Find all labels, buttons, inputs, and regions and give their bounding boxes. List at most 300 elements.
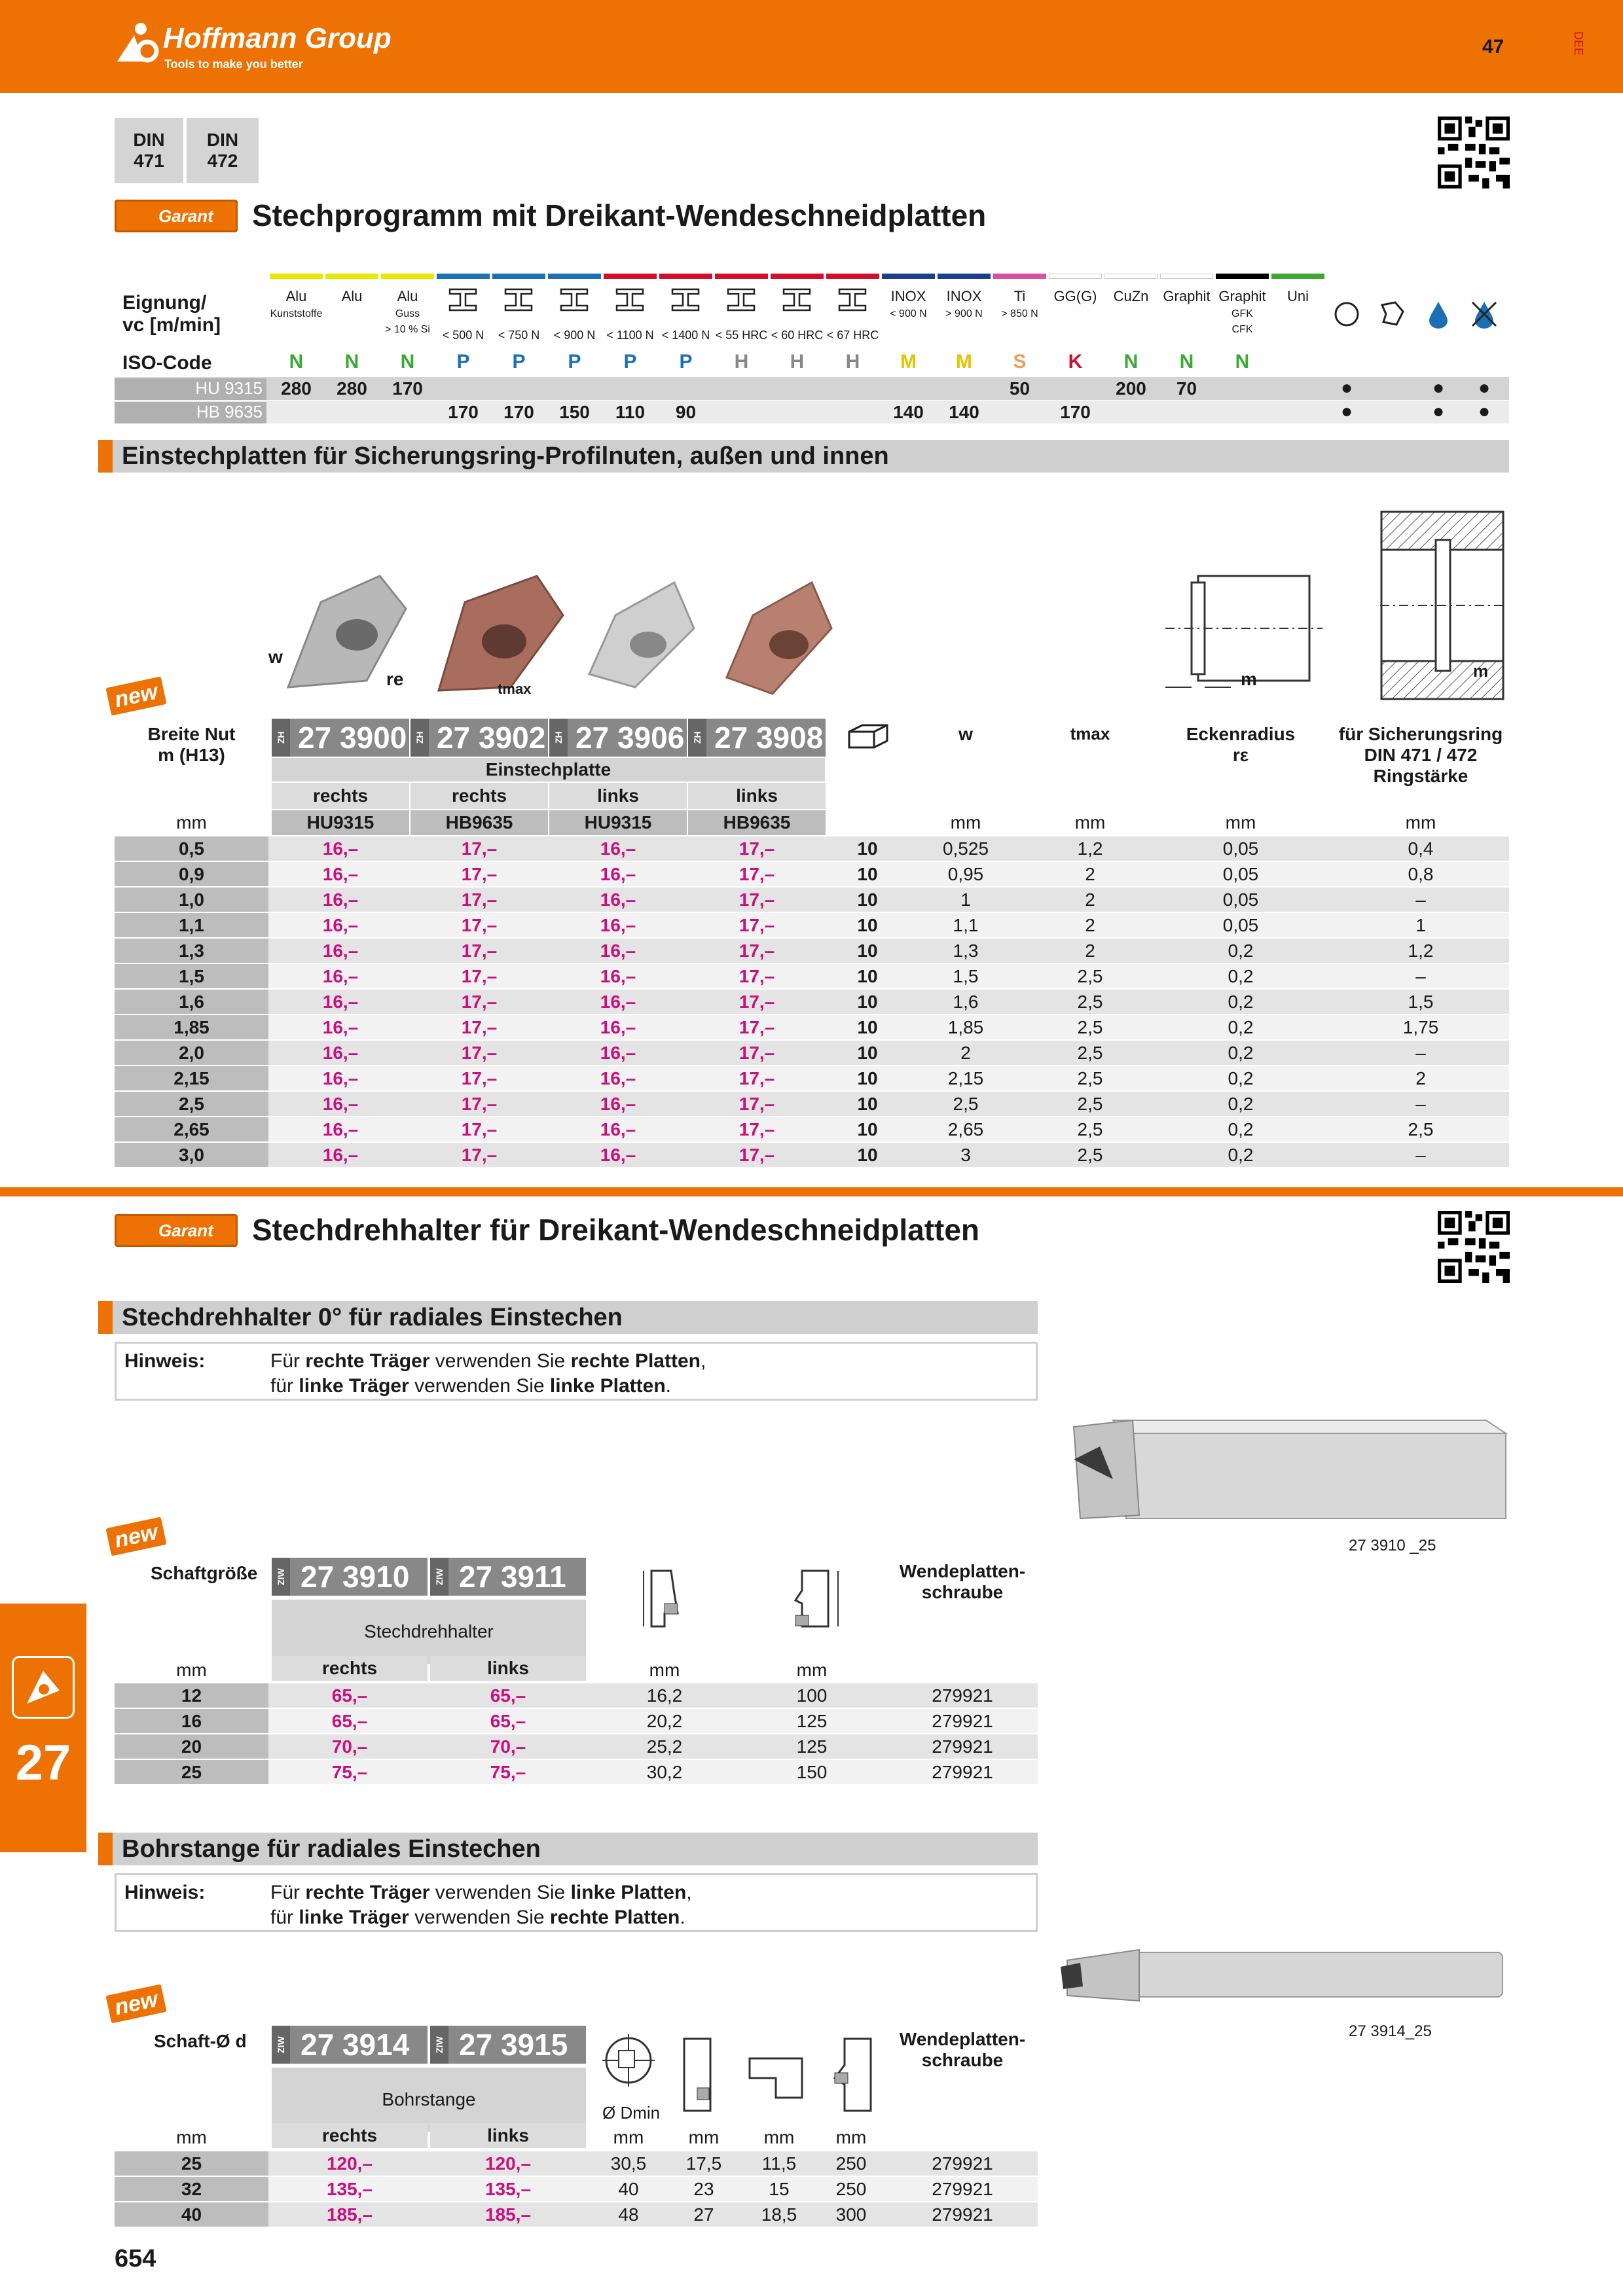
suitable-dot: ●	[1432, 377, 1445, 399]
price-cell[interactable]: 120,–	[484, 2153, 532, 2174]
unit-label: mm	[688, 2127, 720, 2147]
vc-value: 150	[559, 402, 590, 422]
price-cell[interactable]: 17,–	[461, 1145, 498, 1165]
unit-label: mm	[613, 2127, 644, 2147]
value-cell: –	[1415, 966, 1426, 986]
page-number-bottom: 654	[115, 2245, 156, 2272]
article-number-header[interactable]	[272, 719, 409, 757]
material-title: INOX	[890, 288, 926, 304]
grade-label: HU9315	[549, 810, 687, 835]
section2-title: Einstechplatten für Sicherungsring-Profilnuten, außen und innen	[98, 440, 1509, 473]
price-cell[interactable]: 16,–	[600, 1017, 636, 1037]
unit-label: mm	[176, 1660, 207, 1680]
value-cell: 1,75	[1402, 1017, 1439, 1037]
article-number-header[interactable]	[272, 2026, 428, 2064]
price-cell[interactable]: 17,–	[739, 889, 775, 910]
garant-logo-2: Garant	[115, 1214, 238, 1247]
value-cell: –	[1415, 1094, 1426, 1114]
chapter-number: 27	[15, 1735, 71, 1791]
price-cell[interactable]: 65,–	[331, 1685, 368, 1706]
value-cell: 1,5	[1408, 992, 1434, 1012]
value-cell: 10	[857, 1043, 878, 1063]
vc-value: 140	[949, 402, 979, 422]
value-cell: 3	[960, 1145, 971, 1165]
material-color-bar	[381, 274, 434, 279]
material-subtitle: > 900 N	[945, 308, 983, 319]
value-cell: 2,5	[1077, 1068, 1103, 1088]
material-title: Graphit	[1218, 288, 1266, 304]
groove-width-cell: 2,0	[179, 1043, 204, 1063]
value-cell: 48	[618, 2204, 639, 2225]
suitability-table	[115, 274, 1509, 424]
price-cell[interactable]: 16,–	[322, 1068, 359, 1088]
package-icon	[847, 723, 890, 749]
article-number: 27 3900	[298, 721, 407, 755]
price-cell[interactable]: 17,–	[461, 941, 498, 961]
sub2-hint-box	[115, 1873, 1038, 1932]
article-number-header[interactable]	[430, 2026, 586, 2064]
value-cell: 0,2	[1228, 1043, 1254, 1063]
grade-label-1: HU 9315	[115, 378, 266, 400]
sub1-hint-label: Hinweis:	[124, 1350, 206, 1372]
value-cell: 20,2	[646, 1711, 683, 1731]
article-number-header[interactable]	[688, 719, 826, 757]
holder-table	[115, 1558, 1038, 1780]
page-number-top: 47	[1482, 36, 1504, 58]
price-cell[interactable]: 16,–	[600, 1119, 636, 1139]
price-cell[interactable]: 17,–	[461, 864, 498, 884]
vc-value: 70	[1176, 378, 1197, 399]
value-cell: 11,5	[761, 2153, 797, 2174]
new-badge-3: new	[105, 1984, 166, 2024]
shank-size-cell: 40	[181, 2204, 202, 2225]
value-cell: 100	[796, 1685, 828, 1706]
insert-table	[115, 719, 1509, 1170]
value-cell: 2,5	[1077, 992, 1103, 1012]
chapter-tab	[0, 1604, 86, 1852]
iso-code-K: K	[1068, 351, 1083, 372]
vc-value: 90	[675, 402, 697, 422]
material-color-bar	[1216, 274, 1269, 279]
garant-logo: Garant	[115, 200, 238, 232]
price-cell[interactable]: 17,–	[461, 1094, 498, 1114]
vc-value: 170	[503, 402, 534, 422]
col-w-header: w	[958, 724, 973, 744]
value-cell: 2	[960, 1043, 971, 1063]
price-cell[interactable]: 16,–	[322, 941, 359, 961]
section-separator	[0, 1187, 1623, 1196]
boring-bar-caption: 27 3914_25	[1349, 2022, 1432, 2040]
price-cell[interactable]: 75,–	[490, 1762, 526, 1782]
grooving-tool-icon	[14, 1658, 73, 1717]
col-breite-nut-header: Breite Nut m (H13)	[147, 724, 236, 765]
price-cell[interactable]: 17,–	[739, 1068, 775, 1088]
material-color-bar	[993, 274, 1046, 279]
article-number-header[interactable]	[549, 719, 687, 757]
value-cell: 10	[857, 838, 878, 859]
iso-code-S: S	[1013, 351, 1027, 372]
col-eckenradius-header: Eckenradius rε	[1186, 724, 1296, 765]
groove-width-cell: 1,5	[179, 966, 204, 986]
price-cell[interactable]: 120,–	[326, 2153, 373, 2174]
material-subtitle: Kunststoffe	[270, 308, 323, 319]
group-bohrstange: Bohrstange	[272, 2068, 586, 2132]
price-cell[interactable]: 16,–	[600, 992, 636, 1012]
value-cell: 279921	[932, 1762, 993, 1782]
iso-code-H: H	[790, 351, 805, 372]
article-number: 27 3910	[301, 1560, 410, 1594]
material-color-bar	[1271, 274, 1324, 279]
boring-dim-sketch-1	[671, 2032, 730, 2117]
unit-label: mm	[176, 812, 207, 833]
price-cell[interactable]: 17,–	[739, 915, 775, 935]
vc-value: 110	[615, 402, 646, 422]
value-cell: 40	[618, 2179, 639, 2199]
sub1-hint-line2: für linke Träger verwenden Sie linke Platten.	[270, 1375, 671, 1397]
material-title: GG(G)	[1053, 288, 1097, 304]
material-color-bar	[492, 274, 545, 279]
price-cell[interactable]: 16,–	[600, 1094, 636, 1114]
unit-label: mm	[763, 2127, 795, 2147]
value-cell: 2	[1415, 1068, 1426, 1088]
article-number: 27 3902	[437, 721, 546, 755]
shank-size-cell: 32	[181, 2179, 202, 2199]
side-label: rechts	[272, 2123, 428, 2148]
value-cell: 2,5	[1077, 1043, 1103, 1063]
groove-width-cell: 0,5	[179, 838, 204, 859]
article-prefix: ZIW	[430, 1558, 448, 1596]
value-cell: 1,2	[1077, 838, 1103, 859]
price-cell[interactable]: 17,–	[461, 966, 498, 986]
material-color-bar	[604, 274, 657, 279]
coolant-icon	[1424, 300, 1453, 329]
iso-code-N: N	[400, 351, 415, 372]
price-cell[interactable]: 17,–	[739, 864, 775, 884]
price-cell[interactable]: 17,–	[739, 1094, 775, 1114]
price-cell[interactable]: 17,–	[461, 1043, 498, 1063]
sub1-title: Stechdrehhalter 0° für radiales Einstechen	[98, 1301, 1038, 1334]
unit-label: mm	[649, 1660, 680, 1680]
price-cell[interactable]: 16,–	[600, 915, 636, 935]
value-cell: 1,3	[953, 941, 979, 961]
shank-size-cell: 20	[181, 1736, 202, 1757]
material-title: INOX	[946, 288, 982, 304]
material-color-bar	[826, 274, 879, 279]
price-cell[interactable]: 135,–	[326, 2179, 373, 2199]
iso-code-N: N	[1235, 351, 1250, 372]
material-title: Uni	[1286, 288, 1309, 304]
vc-value: 200	[1116, 378, 1146, 399]
value-cell: 0,2	[1228, 1094, 1254, 1114]
price-cell[interactable]: 16,–	[322, 1043, 359, 1063]
side-label: rechts	[410, 783, 548, 809]
boring-dim-sketch-3	[818, 2032, 884, 2117]
groove-width-cell: 1,0	[179, 889, 204, 910]
value-cell: 0,05	[1222, 889, 1259, 910]
iso-code-P: P	[456, 351, 470, 372]
price-cell[interactable]: 17,–	[461, 889, 498, 910]
article-prefix: ZIW	[272, 2026, 290, 2064]
value-cell: 0,05	[1222, 915, 1259, 935]
material-color-bar	[715, 274, 768, 279]
price-cell[interactable]: 65,–	[331, 1711, 368, 1731]
price-cell[interactable]: 16,–	[322, 1017, 359, 1037]
price-cell[interactable]: 16,–	[322, 966, 359, 986]
material-subtitle: < 55 HRC	[715, 329, 768, 342]
price-cell[interactable]: 16,–	[600, 966, 636, 986]
value-cell: 1,85	[947, 1017, 984, 1037]
material-title: Ti	[1013, 288, 1026, 304]
unit-label: mm	[835, 2127, 867, 2147]
col-schaftgroesse: Schaftgröße	[151, 1563, 258, 1583]
price-cell[interactable]: 16,–	[600, 864, 636, 884]
material-color-bar	[1104, 274, 1158, 279]
value-cell: 10	[857, 889, 878, 910]
value-cell: 250	[835, 2153, 867, 2174]
price-cell[interactable]: 17,–	[461, 838, 498, 859]
profile-cut-icon	[1377, 300, 1406, 329]
material-color-bar	[270, 274, 323, 279]
material-color-bar	[437, 274, 490, 279]
sub2-hint-line1: Für rechte Träger verwenden Sie linke Platten,	[270, 1882, 692, 1903]
article-number-header[interactable]	[410, 719, 548, 757]
price-cell[interactable]: 16,–	[322, 864, 359, 884]
din-471: DIN 471	[115, 118, 183, 183]
material-subtitle: < 900 N	[553, 329, 596, 342]
price-cell[interactable]: 65,–	[490, 1711, 526, 1731]
price-cell[interactable]: 16,–	[600, 941, 636, 961]
price-cell[interactable]: 16,–	[322, 1094, 359, 1114]
price-cell[interactable]: 17,–	[739, 1017, 775, 1037]
material-color-bar	[882, 274, 935, 279]
value-cell: 300	[835, 2204, 867, 2225]
brand-name: Hoffmann Group	[163, 22, 392, 54]
value-cell: 2	[1085, 889, 1095, 910]
value-cell: 0,2	[1228, 1068, 1254, 1088]
article-number: 27 3914	[301, 2028, 410, 2062]
value-cell: 23	[693, 2179, 714, 2199]
steel-beam-icon	[504, 288, 533, 312]
material-subtitle: < 750 N	[498, 329, 540, 342]
value-cell: 16,2	[646, 1685, 683, 1706]
value-cell: 0,05	[1222, 864, 1259, 884]
price-cell[interactable]: 70,–	[331, 1736, 368, 1757]
value-cell: 15	[769, 2179, 790, 2199]
price-cell[interactable]: 135,–	[484, 2179, 532, 2199]
dmin-circle-sketch	[599, 2031, 658, 2090]
col-schaft-d: Schaft-Ø d	[154, 2031, 247, 2051]
value-cell: 1	[1415, 915, 1426, 935]
iso-code-P: P	[512, 351, 526, 372]
price-cell[interactable]: 16,–	[322, 992, 359, 1012]
value-cell: 2	[1085, 864, 1095, 884]
price-cell[interactable]: 65,–	[490, 1685, 526, 1706]
price-cell[interactable]: 17,–	[461, 915, 498, 935]
value-cell: 2	[1085, 941, 1095, 961]
value-cell: 10	[857, 1017, 878, 1037]
article-number-header[interactable]	[430, 1558, 586, 1596]
shank-size-cell: 16	[181, 1711, 202, 1731]
value-cell: 1,6	[953, 992, 979, 1012]
price-cell[interactable]: 17,–	[739, 992, 775, 1012]
insert-silver-left-image	[589, 583, 694, 687]
label-re: re	[386, 669, 404, 689]
article-prefix: ZH	[272, 719, 290, 757]
vc-value: 50	[1009, 378, 1030, 399]
steel-beam-icon	[838, 288, 867, 312]
value-cell: 10	[857, 1145, 878, 1165]
holder-caption: 27 3910 _25	[1349, 1537, 1436, 1554]
article-number: 27 3906	[575, 721, 685, 755]
price-cell[interactable]: 16,–	[322, 1119, 359, 1139]
material-title: CuZn	[1113, 288, 1149, 304]
value-cell: 10	[857, 966, 878, 986]
value-cell: 10	[857, 992, 878, 1012]
grade-row-2	[115, 401, 1509, 423]
price-cell[interactable]: 16,–	[600, 1043, 636, 1063]
boring-bar-table	[115, 2026, 1038, 2235]
iso-code-N: N	[344, 351, 359, 372]
material-title: Alu	[285, 288, 307, 304]
side-label: links	[688, 783, 826, 809]
price-cell[interactable]: 16,–	[600, 838, 636, 859]
article-prefix: ZIW	[430, 2026, 448, 2064]
material-color-bar	[548, 274, 601, 279]
value-cell: 150	[796, 1762, 828, 1782]
price-cell[interactable]: 185,–	[326, 2204, 373, 2225]
value-cell: 10	[857, 864, 878, 884]
price-cell[interactable]: 16,–	[600, 889, 636, 910]
value-cell: 10	[857, 941, 878, 961]
price-cell[interactable]: 16,–	[322, 838, 359, 859]
value-cell: 0,2	[1228, 966, 1254, 986]
price-cell[interactable]: 75,–	[331, 1762, 368, 1782]
col-screw-header: Wendeplatten- schraube	[899, 1561, 1026, 1602]
insert-copper-right-image	[439, 576, 563, 691]
sub2-hint-line2: für linke Träger verwenden Sie rechte Platten.	[270, 1907, 685, 1928]
sub1-hint-line1: Für rechte Träger verwenden Sie rechte Platten,	[270, 1350, 706, 1372]
value-cell: 279921	[932, 2179, 993, 2199]
iso-code-P: P	[679, 351, 693, 372]
article-prefix: ZH	[410, 719, 429, 757]
dmin-label: Ø Dmin	[602, 2103, 661, 2123]
groove-width-cell: 3,0	[179, 1145, 204, 1165]
price-cell[interactable]: 17,–	[739, 941, 775, 961]
price-cell[interactable]: 16,–	[322, 1145, 359, 1165]
price-cell[interactable]: 17,–	[739, 1043, 775, 1063]
material-subtitle: Guss > 10 % Si	[385, 308, 430, 335]
value-cell: 0,95	[947, 864, 984, 884]
unit-label: mm	[950, 812, 981, 833]
grade-label: HB9635	[410, 810, 548, 835]
value-cell: 1,2	[1408, 941, 1434, 961]
price-cell[interactable]: 17,–	[461, 992, 498, 1012]
value-cell: 10	[857, 1068, 878, 1088]
value-cell: 0,8	[1408, 864, 1434, 884]
price-cell[interactable]: 17,–	[739, 838, 775, 859]
material-color-bar	[659, 274, 712, 279]
value-cell: 2,5	[1077, 1017, 1103, 1037]
iso-code-N: N	[289, 351, 304, 372]
iso-code-N: N	[1123, 351, 1139, 372]
value-cell: 30,5	[610, 2153, 647, 2174]
value-cell: 0,2	[1228, 1017, 1254, 1037]
price-cell[interactable]: 16,–	[322, 889, 359, 910]
group-stechdrehhalter: Stechdrehhalter	[272, 1600, 586, 1664]
price-cell[interactable]: 16,–	[322, 915, 359, 935]
unit-label: mm	[1225, 812, 1256, 833]
value-cell: 25,2	[646, 1736, 683, 1757]
grade-label-2: HB 9635	[115, 402, 266, 423]
dry-cut-icon	[1470, 300, 1499, 329]
iso-code-label: ISO-Code	[122, 352, 212, 374]
qr-code-icon-2	[1438, 1211, 1510, 1283]
iso-code-H: H	[845, 351, 860, 372]
price-cell[interactable]: 16,–	[600, 1145, 636, 1165]
article-prefix: ZH	[549, 719, 568, 757]
price-cell[interactable]: 17,–	[739, 966, 775, 986]
grade-label: HB9635	[688, 810, 826, 835]
article-number: 27 3915	[459, 2028, 568, 2062]
value-cell: 279921	[932, 2204, 993, 2225]
steel-beam-icon	[782, 288, 811, 312]
value-cell: 2,5	[1077, 1119, 1103, 1139]
brand-tagline: Tools to make you better	[164, 58, 303, 71]
iso-code-N: N	[1179, 351, 1194, 372]
price-cell[interactable]: 17,–	[461, 1017, 498, 1037]
material-color-bar	[771, 274, 824, 279]
hoffmann-logo-icon	[115, 21, 160, 64]
sub2-title: Bohrstange für radiales Einstechen	[98, 1833, 1038, 1865]
col-ring-header: für Sicherungsring DIN 471 / 472 Ringstärke	[1338, 724, 1503, 786]
sub1-hint-box	[115, 1342, 1038, 1401]
price-cell[interactable]: 17,–	[461, 1068, 498, 1088]
unit-label: mm	[796, 1660, 828, 1680]
boring-bar-image	[1054, 1941, 1512, 2013]
price-cell[interactable]: 17,–	[461, 1119, 498, 1139]
steel-beam-icon	[671, 288, 700, 312]
steel-beam-icon	[448, 288, 477, 312]
value-cell: 18,5	[761, 2204, 797, 2225]
value-cell: 2	[1085, 915, 1095, 935]
round-cut-icon	[1332, 300, 1361, 329]
new-badge-1: new	[105, 677, 166, 716]
iso-code-M: M	[956, 351, 972, 372]
vc-value: 170	[448, 402, 479, 422]
value-cell: 0,2	[1228, 1119, 1254, 1139]
price-cell[interactable]: 185,–	[484, 2204, 532, 2225]
new-badge-2: new	[105, 1517, 166, 1556]
vc-value: 170	[1060, 402, 1091, 422]
vc-value: 170	[392, 378, 423, 399]
material-subtitle: < 900 N	[890, 308, 927, 319]
side-label: links	[549, 783, 687, 809]
value-cell: 1,5	[953, 966, 979, 986]
side-label: links	[430, 1656, 586, 1681]
iso-code-H: H	[734, 351, 749, 372]
article-number-header[interactable]	[272, 1558, 428, 1596]
value-cell: 279921	[932, 1711, 993, 1731]
price-cell[interactable]: 17,–	[739, 1119, 775, 1139]
material-title: Graphit	[1163, 288, 1211, 304]
price-cell[interactable]: 70,–	[490, 1736, 526, 1757]
material-subtitle: < 1100 N	[606, 329, 654, 342]
material-subtitle: < 1400 N	[661, 329, 710, 342]
label-m-outer: m	[1241, 669, 1257, 689]
price-cell[interactable]: 17,–	[739, 1145, 775, 1165]
price-cell[interactable]: 16,–	[600, 1068, 636, 1088]
material-color-bar	[1049, 274, 1102, 279]
